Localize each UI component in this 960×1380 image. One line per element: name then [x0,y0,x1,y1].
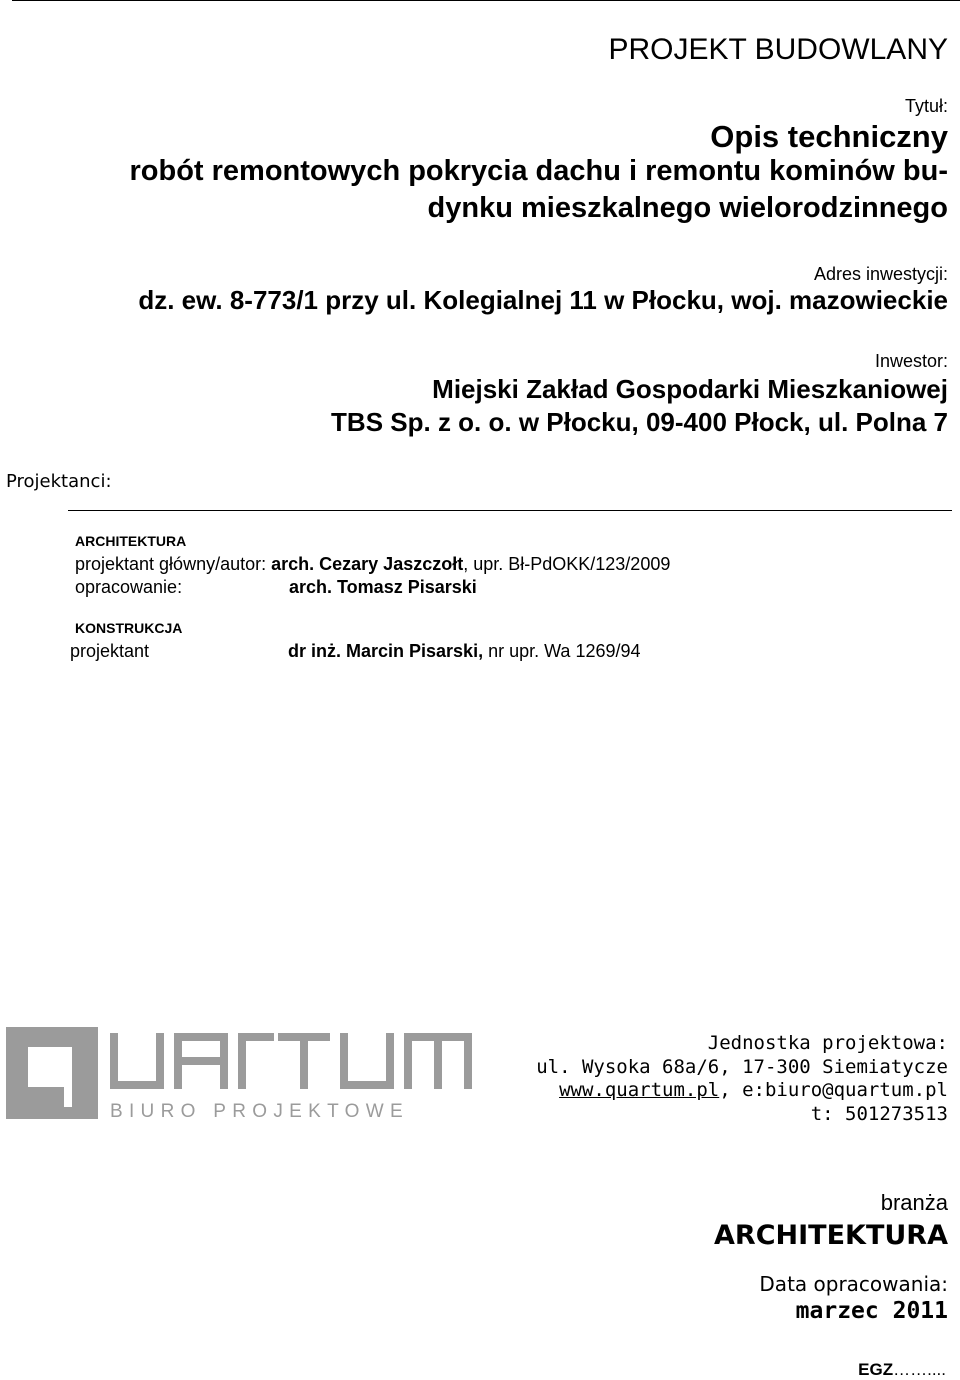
copy-number [858,1360,946,1380]
logo-letter-u [110,1033,164,1089]
construction-designer-name: dr inż. Marcin Pisarski, [288,641,484,661]
office-email: , e:biuro@quartum.pl [719,1079,948,1101]
investment-address: dz. ew. 8-773/1 przy ul. Kolegialnej 11 w Płocku, woj. mazowieckie [138,285,948,315]
address-label: Adres inwestycji: [813,264,948,284]
lead-architect-name: arch. Cezary Jaszczołt [271,554,464,574]
investor-label: Inwestor: [874,351,948,371]
title-label: Tytuł: [904,96,948,116]
construction-designer-row [70,641,641,662]
date-label: Data opracowania: [759,1272,948,1296]
logo-letter-t [278,1033,330,1089]
investor-address: TBS Sp. z o. o. w Płocku, 09-400 Płock, ul. Polna 7 [331,407,948,437]
office-address: ul. Wysoka 68a/6, 17-300 Siemiatycze [536,1055,948,1078]
date-value: marzec 2011 [795,1298,948,1324]
preparation-role: opracowanie: [75,577,183,597]
logo-letter-a [174,1033,228,1089]
lead-architect-role: projektant główny/autor: [75,554,272,574]
project-type-heading: PROJEKT BUDOWLANY [608,33,948,66]
designers-rule [68,510,952,511]
preparation-row [75,577,477,598]
investor-name: Miejski Zakład Gospodarki Mieszkaniowej [432,374,948,404]
architecture-heading: ARCHITEKTURA [75,533,187,549]
lead-architect-row [75,554,670,575]
design-office-block [536,1032,948,1126]
office-label: Jednostka projektowa: [707,1032,948,1054]
preparation-name: arch. Tomasz Pisarski [289,577,477,597]
copy-label: EGZ [858,1360,894,1379]
branch-value: ARCHITEKTURA [714,1220,948,1251]
quartum-logo [6,1027,476,1119]
copy-dots: …….... [893,1360,946,1379]
logo-tagline: BIURO PROJEKTOWE [110,1101,409,1119]
construction-role: projektant [70,641,150,661]
office-contact [536,1079,948,1103]
document-title: Opis techniczny [710,119,948,154]
document-subtitle-line: robót remontowych pokrycia dachu i remontu kominów bu- [129,155,948,187]
construction-designer [288,641,641,662]
top-rule [12,0,960,1]
construction-heading: KONSTRUKCJA [75,620,183,636]
logo-letter-m [404,1033,472,1089]
logo-letter-r [238,1033,274,1089]
lead-architect-license: , upr. Bł-PdOKK/123/2009 [463,554,671,574]
office-phone: t: 501273513 [810,1102,948,1125]
construction-license: nr upr. Wa 1269/94 [483,641,641,661]
document-subtitle-line: dynku mieszkalnego wielorodzinnego [427,192,948,224]
branch-label: branża [880,1190,948,1215]
designers-label: Projektanci: [6,471,112,492]
logo-letter-u2 [340,1033,394,1089]
website-link[interactable]: www.quartum.pl [559,1079,720,1101]
document-subtitle [40,153,948,227]
